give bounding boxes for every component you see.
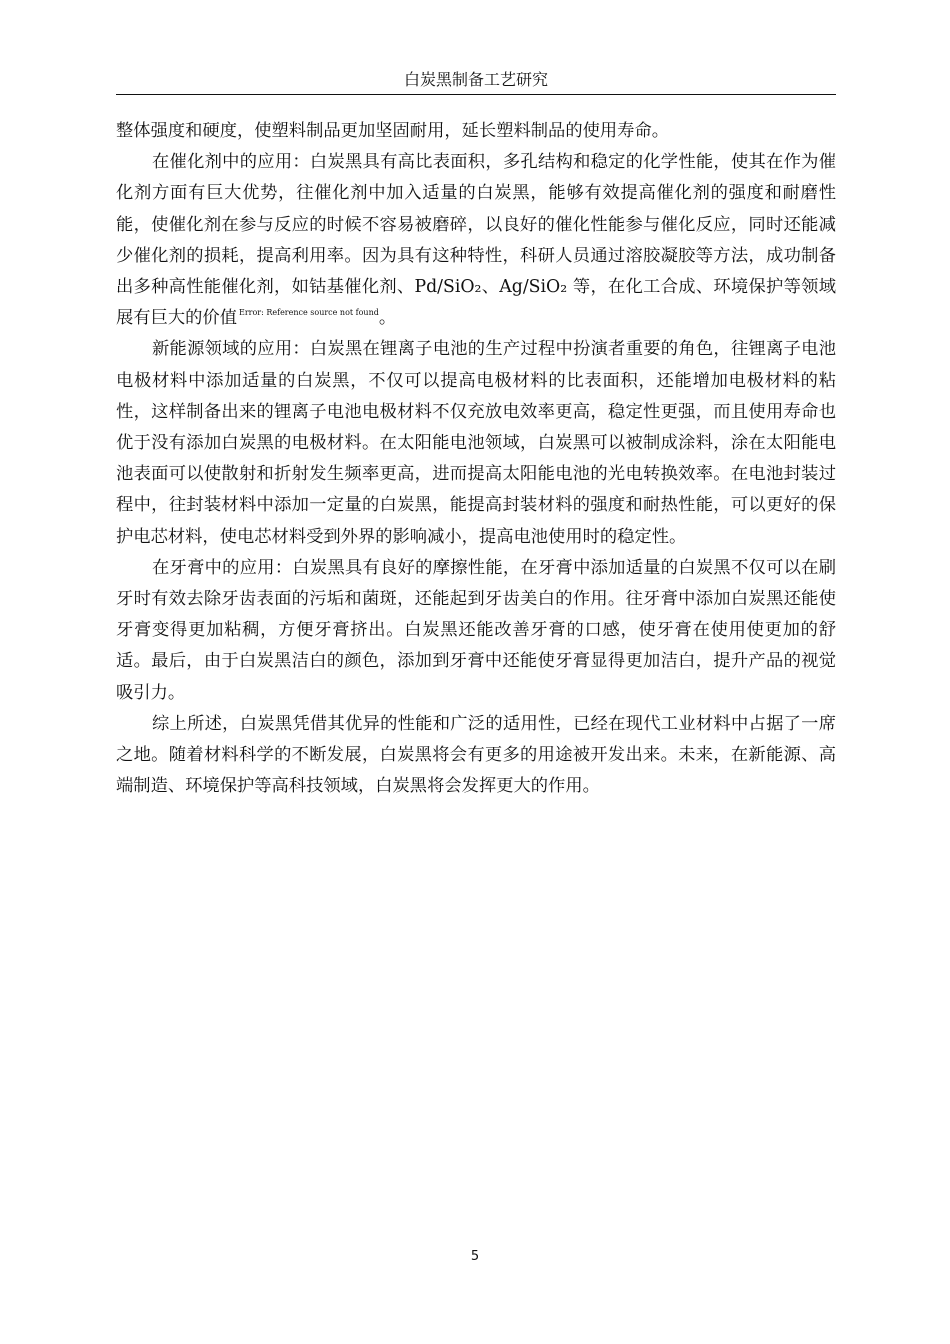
paragraph-catalyst-end: 。	[378, 308, 397, 329]
page-number: 5	[470, 1249, 480, 1264]
reference-error-note[interactable]: Error: Reference source not found	[238, 308, 379, 318]
running-header-title: 白炭黑制备工艺研究	[403, 70, 548, 89]
paragraph-toothpaste: 在牙膏中的应用：白炭黑具有良好的摩擦性能，在牙膏中添加适量的白炭黑不仅可以在刷牙时有效去除牙齿表面的污垢和菌斑，还能起到牙齿美白的作用。往牙膏中添加白炭黑还能使牙膏变得更加粘稠，方便牙膏挤出。白炭黑还能改善牙膏的口感，使牙膏在使用使更加的舒适。最后，由于白炭黑洁白的颜色，添加到牙膏中还能使牙膏显得更加洁白，提升产品的视觉吸引力。	[116, 557, 836, 703]
paragraph-catalyst-text: 在催化剂中的应用：白炭黑具有高比表面积，多孔结构和稳定的化学性能，使其在作为催化剂方面有巨大优势，往催化剂中加入适量的白炭黑，能够有效提高催化剂的强度和耐磨性能，使催化剂在参与反应的时候不容易被磨碎，以良好的催化性能参与催化反应，同时还能减少催化剂的损耗，提高利用率。因为具有这种特性，科研人员通过溶胶凝胶等方法，成功制备出多种高性能催化剂，如钴基催化剂、Pd/SiO₂、Ag/SiO₂ 等，在化工合成、环境保护等领域展有巨大的价值	[116, 152, 836, 329]
header-rule	[116, 94, 836, 95]
paragraph-summary: 综上所述，白炭黑凭借其优异的性能和广泛的适用性，已经在现代工业材料中占据了一席之地。随着材料科学的不断发展，白炭黑将会有更多的用途被开发出来。未来，在新能源、高端制造、环境保护等高科技领域，白炭黑将会发挥更大的作用。	[116, 713, 836, 797]
paragraph-new-energy: 新能源领域的应用：白炭黑在锂离子电池的生产过程中扮演者重要的角色，往锂离子电池电极材料中添加适量的白炭黑，不仅可以提高电极材料的比表面积，还能增加电极材料的粘性，这样制备出来的锂离子电池电极材料不仅充放电效率更高，稳定性更强，而且使用寿命也优于没有添加白炭黑的电极材料。在太阳能电池领域，白炭黑可以被制成涂料，涂在太阳能电池表面可以使散射和折射发生频率更高，进而提高太阳能电池的光电转换效率。在电池封装过程中，往封装材料中添加一定量的白炭黑，能提高封装材料的强度和耐热性能，可以更好的保护电芯材料，使电芯材料受到外界的影响减小，提高电池使用时的稳定性。	[116, 339, 836, 547]
paragraph-catalyst	[116, 147, 836, 334]
body-text	[116, 116, 836, 802]
paragraph-continuation: 整体强度和硬度，使塑料制品更加坚固耐用，延长塑料制品的使用寿命。	[116, 121, 670, 141]
